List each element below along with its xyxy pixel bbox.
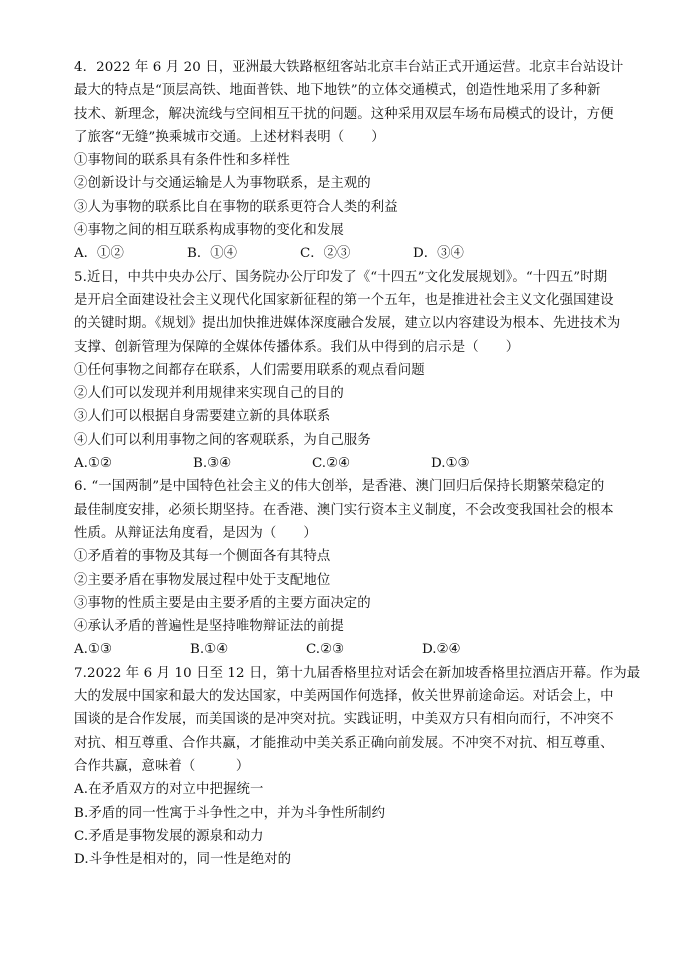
answer-option-b[interactable]: B.③④ bbox=[193, 456, 232, 472]
question-5 bbox=[74, 266, 642, 476]
answer-option-c[interactable]: C．②③ bbox=[300, 246, 351, 262]
answer-option-d[interactable]: D.斗争性是相对的，同一性是绝对的 bbox=[74, 852, 292, 868]
statement-item: ①事物间的联系具有条件性和多样性 bbox=[74, 153, 290, 169]
question-text-line: 大的发展中国家和最大的发达国家，中美两国作何选择，攸关世界前途命运。对话会上，中 bbox=[74, 689, 614, 705]
question-text-line: 性质。从辩证法角度看，是因为（ ） bbox=[74, 525, 317, 541]
statement-item: ④承认矛盾的普遍性是坚持唯物辩证法的前提 bbox=[74, 619, 344, 635]
statement-item: ③人们可以根据自身需要建立新的具体联系 bbox=[74, 409, 331, 425]
statement-item: ②主要矛盾在事物发展过程中处于支配地位 bbox=[74, 572, 331, 588]
statement-item: ③人为事物的联系比自在事物的联系更符合人类的利益 bbox=[74, 199, 398, 215]
question-text-line: 6. “一国两制”是中国特色社会主义的伟大创举，是香港、澳门回归后保持长期繁荣稳定的 bbox=[74, 479, 605, 495]
answer-option-b[interactable]: B.矛盾的同一性寓于斗争性之中，并为斗争性所制约 bbox=[74, 805, 386, 821]
statement-item: ①矛盾着的事物及其每一个侧面各有其特点 bbox=[74, 549, 331, 565]
question-text-line: 最大的特点是“顶层高铁、地面普铁、地下地铁”的立体交通模式，创造性地采用了多种新 bbox=[74, 83, 601, 99]
answer-option-b[interactable]: B．①④ bbox=[187, 246, 238, 262]
answer-options bbox=[74, 452, 642, 475]
question-text-line: 了旅客“无缝”换乘城市交通。上述材料表明（ ） bbox=[74, 129, 385, 145]
statement-item: ③事物的性质主要是由主要矛盾的主要方面决定的 bbox=[74, 595, 371, 611]
question-text-line: 合作共赢，意味着（ ） bbox=[74, 758, 250, 774]
question-text-line: 支撑、创新管理为保障的全媒体传播体系。我们从中得到的启示是（ ） bbox=[74, 339, 520, 355]
question-7 bbox=[74, 662, 642, 872]
answer-option-c[interactable]: C.②④ bbox=[312, 456, 351, 472]
question-text-line: 技术、新理念，解决流线与空间相互干扰的问题。这种采用双层车场布局模式的设计，方便 bbox=[74, 106, 614, 122]
exam-page bbox=[74, 56, 642, 871]
answer-option-d[interactable]: D．③④ bbox=[413, 246, 464, 262]
question-text-line: 是开启全面建设社会主义现代化国家新征程的第一个五年，也是推进社会主义文化强国建设 bbox=[74, 292, 614, 308]
answer-option-a[interactable]: A.①③ bbox=[74, 642, 112, 658]
statement-item: ②创新设计与交通运输是人为事物联系，是主观的 bbox=[74, 176, 371, 192]
statement-item: ②人们可以发现并利用规律来实现自己的目的 bbox=[74, 386, 344, 402]
answer-option-c[interactable]: C.矛盾是事物发展的源泉和动力 bbox=[74, 828, 264, 844]
statement-item: ①任何事物之间都存在联系，人们需要用联系的观点看问题 bbox=[74, 362, 425, 378]
answer-options bbox=[74, 638, 642, 661]
question-6 bbox=[74, 475, 642, 661]
answer-options bbox=[74, 242, 642, 265]
question-text-line: 最佳制度安排，必须长期坚持。在香港、澳门实行资本主义制度，不会改变我国社会的根本 bbox=[74, 502, 614, 518]
answer-option-d[interactable]: D.①③ bbox=[431, 456, 470, 472]
answer-option-b[interactable]: B.①④ bbox=[190, 642, 229, 658]
question-text-line: 对抗、相互尊重、合作共赢，才能推动中美关系正确向前发展。不冲突不对抗、相互尊重、 bbox=[74, 735, 614, 751]
answer-option-a[interactable]: A.①② bbox=[74, 456, 112, 472]
question-text-line: 5.近日，中共中央办公厅、国务院办公厅印发了《“十四五”文化发展规划》。“十四五”时期 bbox=[74, 269, 608, 285]
answer-option-d[interactable]: D.②④ bbox=[422, 642, 461, 658]
question-text-line: 的关键时期。《规划》提出加快推进媒体深度融合发展，建立以内容建设为根本、先进技术为 bbox=[74, 316, 621, 332]
answer-option-a[interactable]: A．①② bbox=[74, 246, 124, 262]
answer-option-c[interactable]: C.②③ bbox=[306, 642, 345, 658]
question-text-line: 7.2022 年 6 月 10 日至 12 日，第十九届香格里拉对话会在新加坡香格里拉酒店开幕。作为最 bbox=[74, 665, 641, 681]
statement-item: ④人们可以利用事物之间的客观联系，为自己服务 bbox=[74, 432, 371, 448]
question-text-line: 4．2022 年 6 月 20 日，亚洲最大铁路枢纽客站北京丰台站正式开通运营。北京丰台站设计 bbox=[74, 60, 624, 75]
statement-item: ④事物之间的相互联系构成事物的变化和发展 bbox=[74, 223, 344, 239]
question-4 bbox=[74, 56, 642, 266]
question-text-line: 国谈的是合作发展，而美国谈的是冲突对抗。实践证明，中美双方只有相向而行，不冲突不 bbox=[74, 712, 614, 728]
answer-option-a[interactable]: A.在矛盾双方的对立中把握统一 bbox=[74, 782, 264, 798]
